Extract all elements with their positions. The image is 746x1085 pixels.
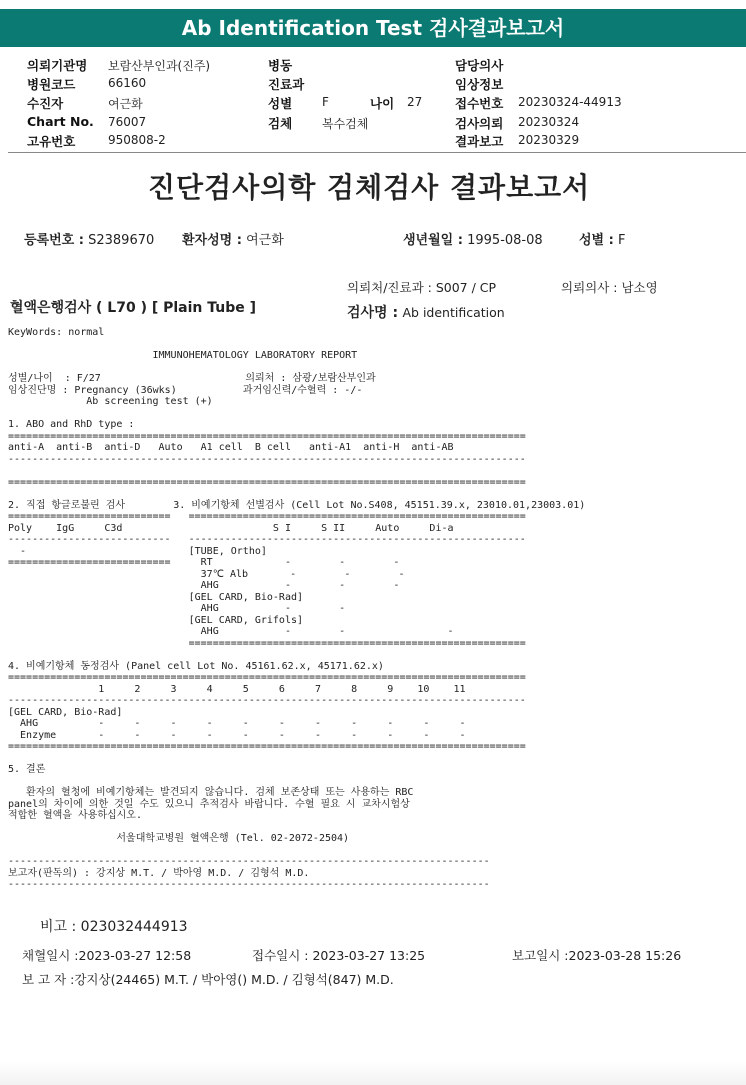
header-divider [8,152,746,153]
header-value: 20230329 [518,133,580,147]
report-line [8,408,743,420]
header-label: Chart No. [27,114,94,129]
birth-date-value: 1995-08-08 [467,233,543,248]
report-line: 성별/나이 : F/27 의뢰처 : 삼광/보람산부인과 [8,373,376,384]
header-label: 접수번호 [455,96,504,111]
report-line: anti-A anti-B anti-D Auto A1 cell B cell anti-A1 anti-H anti-AB [8,442,454,453]
receipt-time [252,946,425,964]
header-value: 27 [407,95,423,109]
remark [40,916,188,936]
header-label: 진료과 [268,77,305,92]
report-value: 2023-03-28 15:26 [568,948,682,963]
report-line: KeyWords: normal [8,327,105,338]
remark-value: 023032444913 [80,919,188,935]
report-line: [GEL CARD, Bio-Rad] [8,706,123,718]
header-value: 66160 [108,76,147,90]
reporter-label: 보 고 자 : [22,972,75,987]
reporter-value: 강지상(24465) M.T. / 박아영() M.D. / 김형석(847) M.D. [74,972,394,987]
page-bottom-edge [0,1062,746,1085]
report-line: ====================================================================================== [8,476,526,488]
report-time [512,946,681,964]
report-line: Ab screening test (+) [8,396,213,407]
blood-bank-test: 혈액은행검사 ( L70 ) [ Plain Tube ] [10,300,257,316]
report-line: AHG - - - [8,626,454,637]
report-line: - [TUBE, Ortho] [8,545,267,557]
report-line [8,362,743,374]
report-line: 보고자(판독의) : 강지상 M.T. / 박아영 M.D. / 김형석 M.D. [8,867,310,879]
report-line: -------------------------------------------------------------------------------------- [8,453,526,465]
header-value: 20230324 [518,115,580,129]
report-line [8,753,743,765]
header-value: 950808-2 [108,133,166,147]
header-label: 결과보고 [455,134,504,149]
report-line: 적합한 혈액을 사용하십시오. [8,810,142,821]
registration-label: 등록번호 : [24,233,84,248]
report-line: 임상진단명 : Pregnancy (36wks) 과거임신력/수혈력 : -/- [8,384,363,396]
header-label: 담당의사 [455,58,504,73]
report-line: 1. ABO and RhD type : [8,419,135,430]
remark-label: 비고 : [40,919,77,935]
report-line: -------------------------------------------------------------------------------- [8,856,490,867]
report-line: 4. 비예기항체 동정검사 (Panel cell Lot No. 45161.62.x, 45171.62.x) [8,660,384,672]
report-line: ====================================================================================== [8,430,526,442]
report-line [8,822,743,834]
patient-name-value: 여근화 [246,233,284,248]
header-label: 병원코드 [27,77,76,92]
collection-label: 채혈일시 : [22,948,79,963]
report-line: [GEL CARD, Grifols] [8,614,304,626]
report-line: ======================================================== [8,637,526,649]
header-label: 검체 [268,116,293,131]
report-line [8,649,743,661]
report-line: 서울대학교병원 혈액은행 (Tel. 02-2072-2504) [8,833,350,844]
test-name-label: 검사명 : [347,305,399,321]
header-value: 20230324-44913 [518,95,622,109]
header-value: 보람산부인과(진주) [108,59,211,73]
report-line: 5. 결론 [8,764,46,775]
header-label: 수진자 [27,96,64,111]
report-line: Enzyme - - - - - - - - - - - [8,729,466,741]
collection-time [22,946,191,964]
report-label: 보고일시 : [512,948,569,963]
report-line: IMMUNOHEMATOLOGY LABORATORY REPORT [8,350,358,361]
header-label: 성별 [268,96,293,111]
birth-date-label: 생년월일 : [403,233,463,248]
birth-date [403,229,543,248]
receipt-label: 접수일시 : [252,948,309,963]
header-value: 여근화 [108,97,143,111]
header-label: 나이 [370,96,395,111]
header-label: 고유번호 [27,134,76,149]
report-line: AHG - - - [8,580,400,591]
lab-report-body [8,327,743,891]
report-line: panel의 차이에 의한 것일 수도 있으니 추적검사 바랍니다. 수혈 필요 시 교차시험상 [8,798,410,810]
report-line [8,845,743,857]
report-line: AHG - - - - - - - - - - - [8,718,466,729]
patient-sex-label: 성별 : [579,233,614,248]
patient-sex-value: F [617,233,626,248]
report-line [8,776,743,788]
report-line: Poly IgG C3d S I S II Auto Di-a [8,522,454,534]
report-line: 37℃ Alb - - - [8,568,405,580]
patient-name [182,229,284,248]
report-line: ====================================================================================== [8,741,526,752]
test-name [347,302,505,322]
header-value: 복수검체 [322,117,369,131]
registration-value: S2389670 [88,233,155,248]
report-title: 진단검사의학 검체검사 결과보고서 [148,171,591,204]
header-value: 76007 [108,115,147,129]
receipt-value: 2023-03-27 13:25 [312,948,426,963]
patient-name-label: 환자성명 : [182,233,242,248]
report-line: =========================== RT - - - [8,557,400,568]
report-line [8,488,743,500]
registration-number [24,229,154,248]
report-line [8,339,743,351]
report-line: 1 2 3 4 5 6 7 8 9 10 11 [8,683,466,695]
test-name-value: Ab identification [402,305,505,320]
report-line [8,465,743,477]
header-value: F [322,95,329,109]
report-line: --------------------------- -------------------------------------------------------- [8,534,526,545]
report-line: [GEL CARD, Bio-Rad] [8,591,304,603]
report-line: 2. 직접 항글로불린 검사 3. 비예기항체 선별검사 (Cell Lot No.S408, 45151.39.x, 23010.01,23003.01) [8,499,586,511]
report-line: 환자의 혈청에 비예기항체는 발견되지 않습니다. 검체 보존상태 또는 사용하는 RBC [8,787,414,798]
report-line: -------------------------------------------------------------------------------- [8,879,490,890]
requesting-dept: 의뢰처/진료과 : S007 / CP [347,280,497,295]
report-line: =========================== ======================================================== [8,511,526,522]
reporter [22,970,394,988]
report-line: ====================================================================================== [8,672,526,683]
patient-sex [579,229,625,248]
header-label: 검사의뢰 [455,116,504,131]
header-label: 임상정보 [455,77,504,92]
report-banner: Ab Identification Test 검사결과보고서 [0,9,746,47]
header-label: 병동 [268,58,293,73]
report-line: AHG - - [8,603,346,614]
report-line: -------------------------------------------------------------------------------------- [8,695,526,706]
collection-value: 2023-03-27 12:58 [78,948,192,963]
requesting-doctor: 의뢰의사 : 남소영 [561,280,658,295]
header-label: 의뢰기관명 [27,58,88,73]
